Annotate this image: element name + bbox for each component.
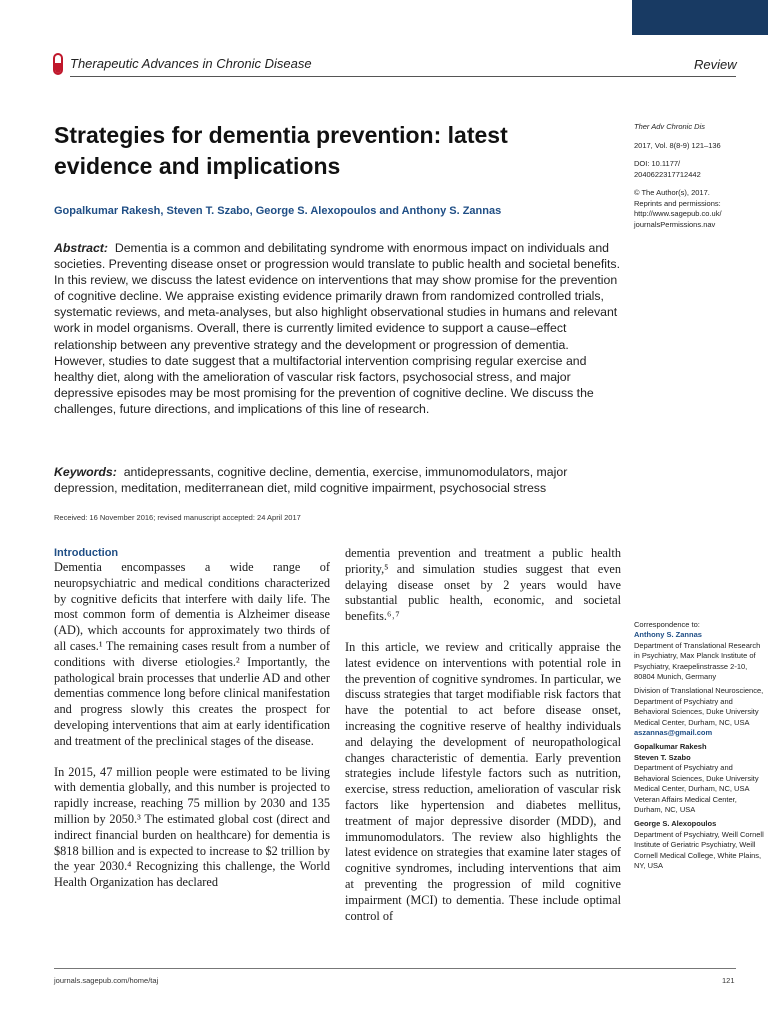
body-column-right <box>345 546 621 939</box>
footer-divider <box>54 968 736 969</box>
title-line-2: evidence and implications <box>54 153 341 179</box>
journal-name: Therapeutic Advances in Chronic Disease <box>70 56 312 71</box>
affiliation: Division of Translational Neuroscience, Department of Psychiatry and Behavioral Sciences, Duke University Medical Center, Durham, NC, USA <box>634 686 764 727</box>
citation: 2017, Vol. 8(8-9) 121–136 <box>634 140 721 150</box>
author-name: Gopalkumar Rakesh <box>634 742 707 752</box>
author-name: George S. Alexopoulos <box>634 819 717 829</box>
affiliation: Veteran Affairs Medical Center, Durham, NC, USA <box>634 794 737 814</box>
paragraph: dementia prevention and treatment a public health priority,⁵ and simulation studies suggest that even delaying disease onset by 2 years would have substantial public health, economic, and societal benefits.⁶˒⁷ <box>345 546 621 624</box>
affiliation: Department of Psychiatry, Weill Cornell Institute of Geriatric Psychiatry, Weill Cornell Medical College, White Plains, NY, USA <box>634 829 764 870</box>
keywords-text: antidepressants, cognitive decline, dementia, exercise, immunomodulators, major depression, meditation, mediterranean diet, mild cognitive impairment, psychosocial stress <box>54 465 568 496</box>
copyright: © The Author(s), 2017. <box>634 188 710 197</box>
article-type-label: Review <box>694 57 737 72</box>
article-metadata <box>634 122 764 230</box>
doi-line-1: DOI: 10.1177/ <box>634 159 681 168</box>
footer-url[interactable]: journals.sagepub.com/home/taj <box>54 976 159 985</box>
author-list: Gopalkumar Rakesh, Steven T. Szabo, George S. Alexopoulos and Anthony S. Zannas <box>54 205 502 217</box>
journal-logo-icon <box>53 53 63 75</box>
reprints-url-cont[interactable]: journalsPermissions.nav <box>634 219 716 229</box>
title-line-1: Strategies for dementia prevention: latest <box>54 122 508 148</box>
paragraph: In this article, we review and critically appraise the latest evidence on interventions with potential role in the prevention of cognitive syndromes. In particular, we discuss strategies that target modifiable risk factors that have the potential to act before disease onset, increasing the cognitive reserve of healthy individuals and delaying the development of neuropathological changes characteristic of dementia. Early prevention strategies include lifestyle factors such as nutrition, exercise, stress reduction, amelioration of vascular risk factors like hypertension and diabetes mellitus, treatment of major depressive disorder (MDD), and immunomodulators. The review also highlights the latest evidence on strategies that examine later stages of cognitive syndromes, including interventions that aim at preventing the progression of mild cognitive impairment (MCI) to dementia. These include optimal control of <box>345 639 621 923</box>
received-date: Received: 16 November 2016; revised manuscript accepted: 24 April 2017 <box>54 513 301 522</box>
corresponding-author-name: Anthony S. Zannas <box>634 630 702 640</box>
author-name: Steven T. Szabo <box>634 752 691 762</box>
journal-abbrev: Ther Adv Chronic Dis <box>634 122 705 131</box>
paragraph: In 2015, 47 million people were estimated to be living with dementia globally, and this number is projected to rapidly increase, reaching 75 million by 2030 and 135 million by 2050.³ The estimated global cost (direct and indirect financial burden on healthcare) for dementia is $818 billion and is expected to increase to $2 trillion by the year 2030.⁴ Recognizing this challenge, the World Health Organization has declared <box>54 764 330 890</box>
article-title <box>54 120 594 182</box>
correspondence-label: Correspondence to: <box>634 620 700 629</box>
affiliation: Department of Psychiatry and Behavioral Sciences, Duke University Medical Center, Durham, NC, USA <box>634 763 759 794</box>
correspondence-block <box>634 620 766 871</box>
abstract <box>54 240 622 417</box>
page-number: 121 <box>722 976 735 985</box>
section-heading-introduction: Introduction <box>54 547 119 559</box>
abstract-text: Dementia is a common and debilitating syndrome with enormous impact on individuals and societies. Preventing disease onset or progression would translate to public health and societal benefits. In this review, we discuss the latest evidence on interventions that may show promise for the prevention of cognitive decline. We appraise existing evidence primarily drawn from randomized controlled trials, systematic reviews, and meta-analyses, but also highlight observational studies in humans and relevant work in model organisms. Overall, there is currently limited evidence to support a cause–effect relationship between any preventive strategy and the development or progression of dementia. However, studies to date suggest that a multifactorial intervention comprising regular exercise and healthy diet, along with the amelioration of vascular risk factors, psychosocial stress, and major depressive episodes may be most promising for the prevention of cognitive decline. We discuss the challenges, future directions, and implications of this line of research. <box>54 241 620 416</box>
body-column-left <box>54 546 330 906</box>
keywords <box>54 464 626 496</box>
header-divider <box>70 76 736 77</box>
reprints-label: Reprints and permissions: <box>634 198 721 208</box>
doi-line-2: 2040622317712442 <box>634 169 701 179</box>
abstract-label: Abstract: <box>54 241 108 255</box>
corner-color-block <box>632 0 768 35</box>
keywords-label: Keywords: <box>54 465 117 479</box>
affiliation: Department of Translational Research in Psychiatry, Max Planck Institute of Psychiatry, Kraepelinstrasse 2-10, 80804 Munich, Germany <box>634 640 761 682</box>
email-link[interactable]: aszannas@gmail.com <box>634 728 713 738</box>
paragraph: Dementia encompasses a wide range of neuropsychiatric and medical conditions characterized by cognitive deficits that interfere with daily life. The most common form of dementia is Alzheimer disease (AD), which accounts for approximately two thirds of all cases.¹ The remaining cases result from a number of conditions with diverse etiologies.² Importantly, the pathological brain processes that underlie AD and other dementias commence long before clinical manifestation and progress slowly this creates the prospect for developing interventions that aim at early identification and treatment of the preclinical stages of the disease. <box>54 560 330 748</box>
reprints-url[interactable]: http://www.sagepub.co.uk/ <box>634 209 722 218</box>
